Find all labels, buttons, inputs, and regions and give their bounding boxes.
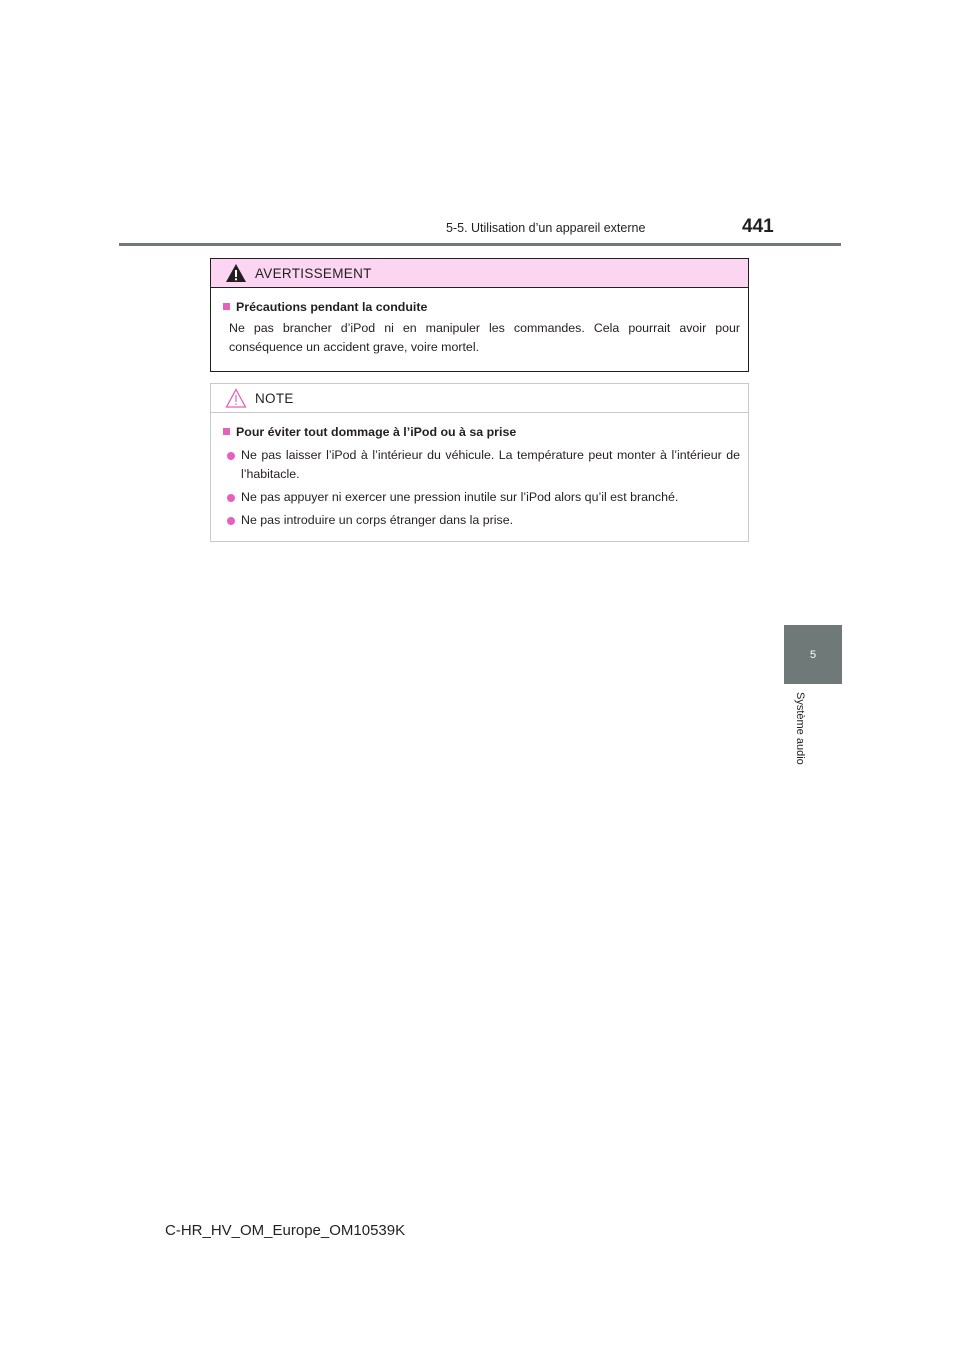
round-bullet-icon [227,517,235,525]
square-bullet-icon [223,303,230,310]
chapter-number: 5 [809,648,817,661]
warning-title: AVERTISSEMENT [255,265,372,281]
list-item-text: Ne pas laisser l’iPod à l’intérieur du véhicule. La température peut monter à l’intérieur de l’habitacle. [241,448,740,481]
square-bullet-icon [223,428,230,435]
round-bullet-icon [227,494,235,502]
chapter-tab [784,625,842,684]
warning-paragraph: Ne pas brancher d’iPod ni en manipuler les commandes. Cela pourrait avoir pour conséquence un accident grave, voire mortel. [229,321,740,354]
list-item-text: Ne pas introduire un corps étranger dans la prise. [241,513,514,527]
warning-subheading-text: Précautions pendant la conduite [236,300,428,314]
warning-triangle-icon [225,263,247,283]
note-title: NOTE [255,390,294,406]
warning-box [210,258,749,372]
running-header-section: 5-5. Utilisation d’un appareil externe [446,221,646,235]
warning-subheading [223,298,740,317]
list-item [223,488,740,507]
caution-triangle-icon [225,388,247,408]
list-item-text: Ne pas appuyer ni exercer une pression inutile sur l’iPod alors qu’il est branché. [241,490,679,504]
list-item [223,446,740,484]
header-rule [119,243,841,246]
note-body [211,413,748,530]
list-item [223,511,740,530]
round-bullet-icon [227,452,235,460]
note-subheading-text: Pour éviter tout dommage à l’iPod ou à sa prise [236,425,517,439]
warning-body [211,288,748,357]
note-box [210,383,749,542]
chapter-title: Système audio [794,692,806,765]
footer-doc-code: C-HR_HV_OM_Europe_OM10539K [165,1222,406,1239]
note-header [211,384,748,413]
warning-header [211,259,748,288]
note-subheading [223,423,740,442]
page-number: 441 [742,216,774,237]
